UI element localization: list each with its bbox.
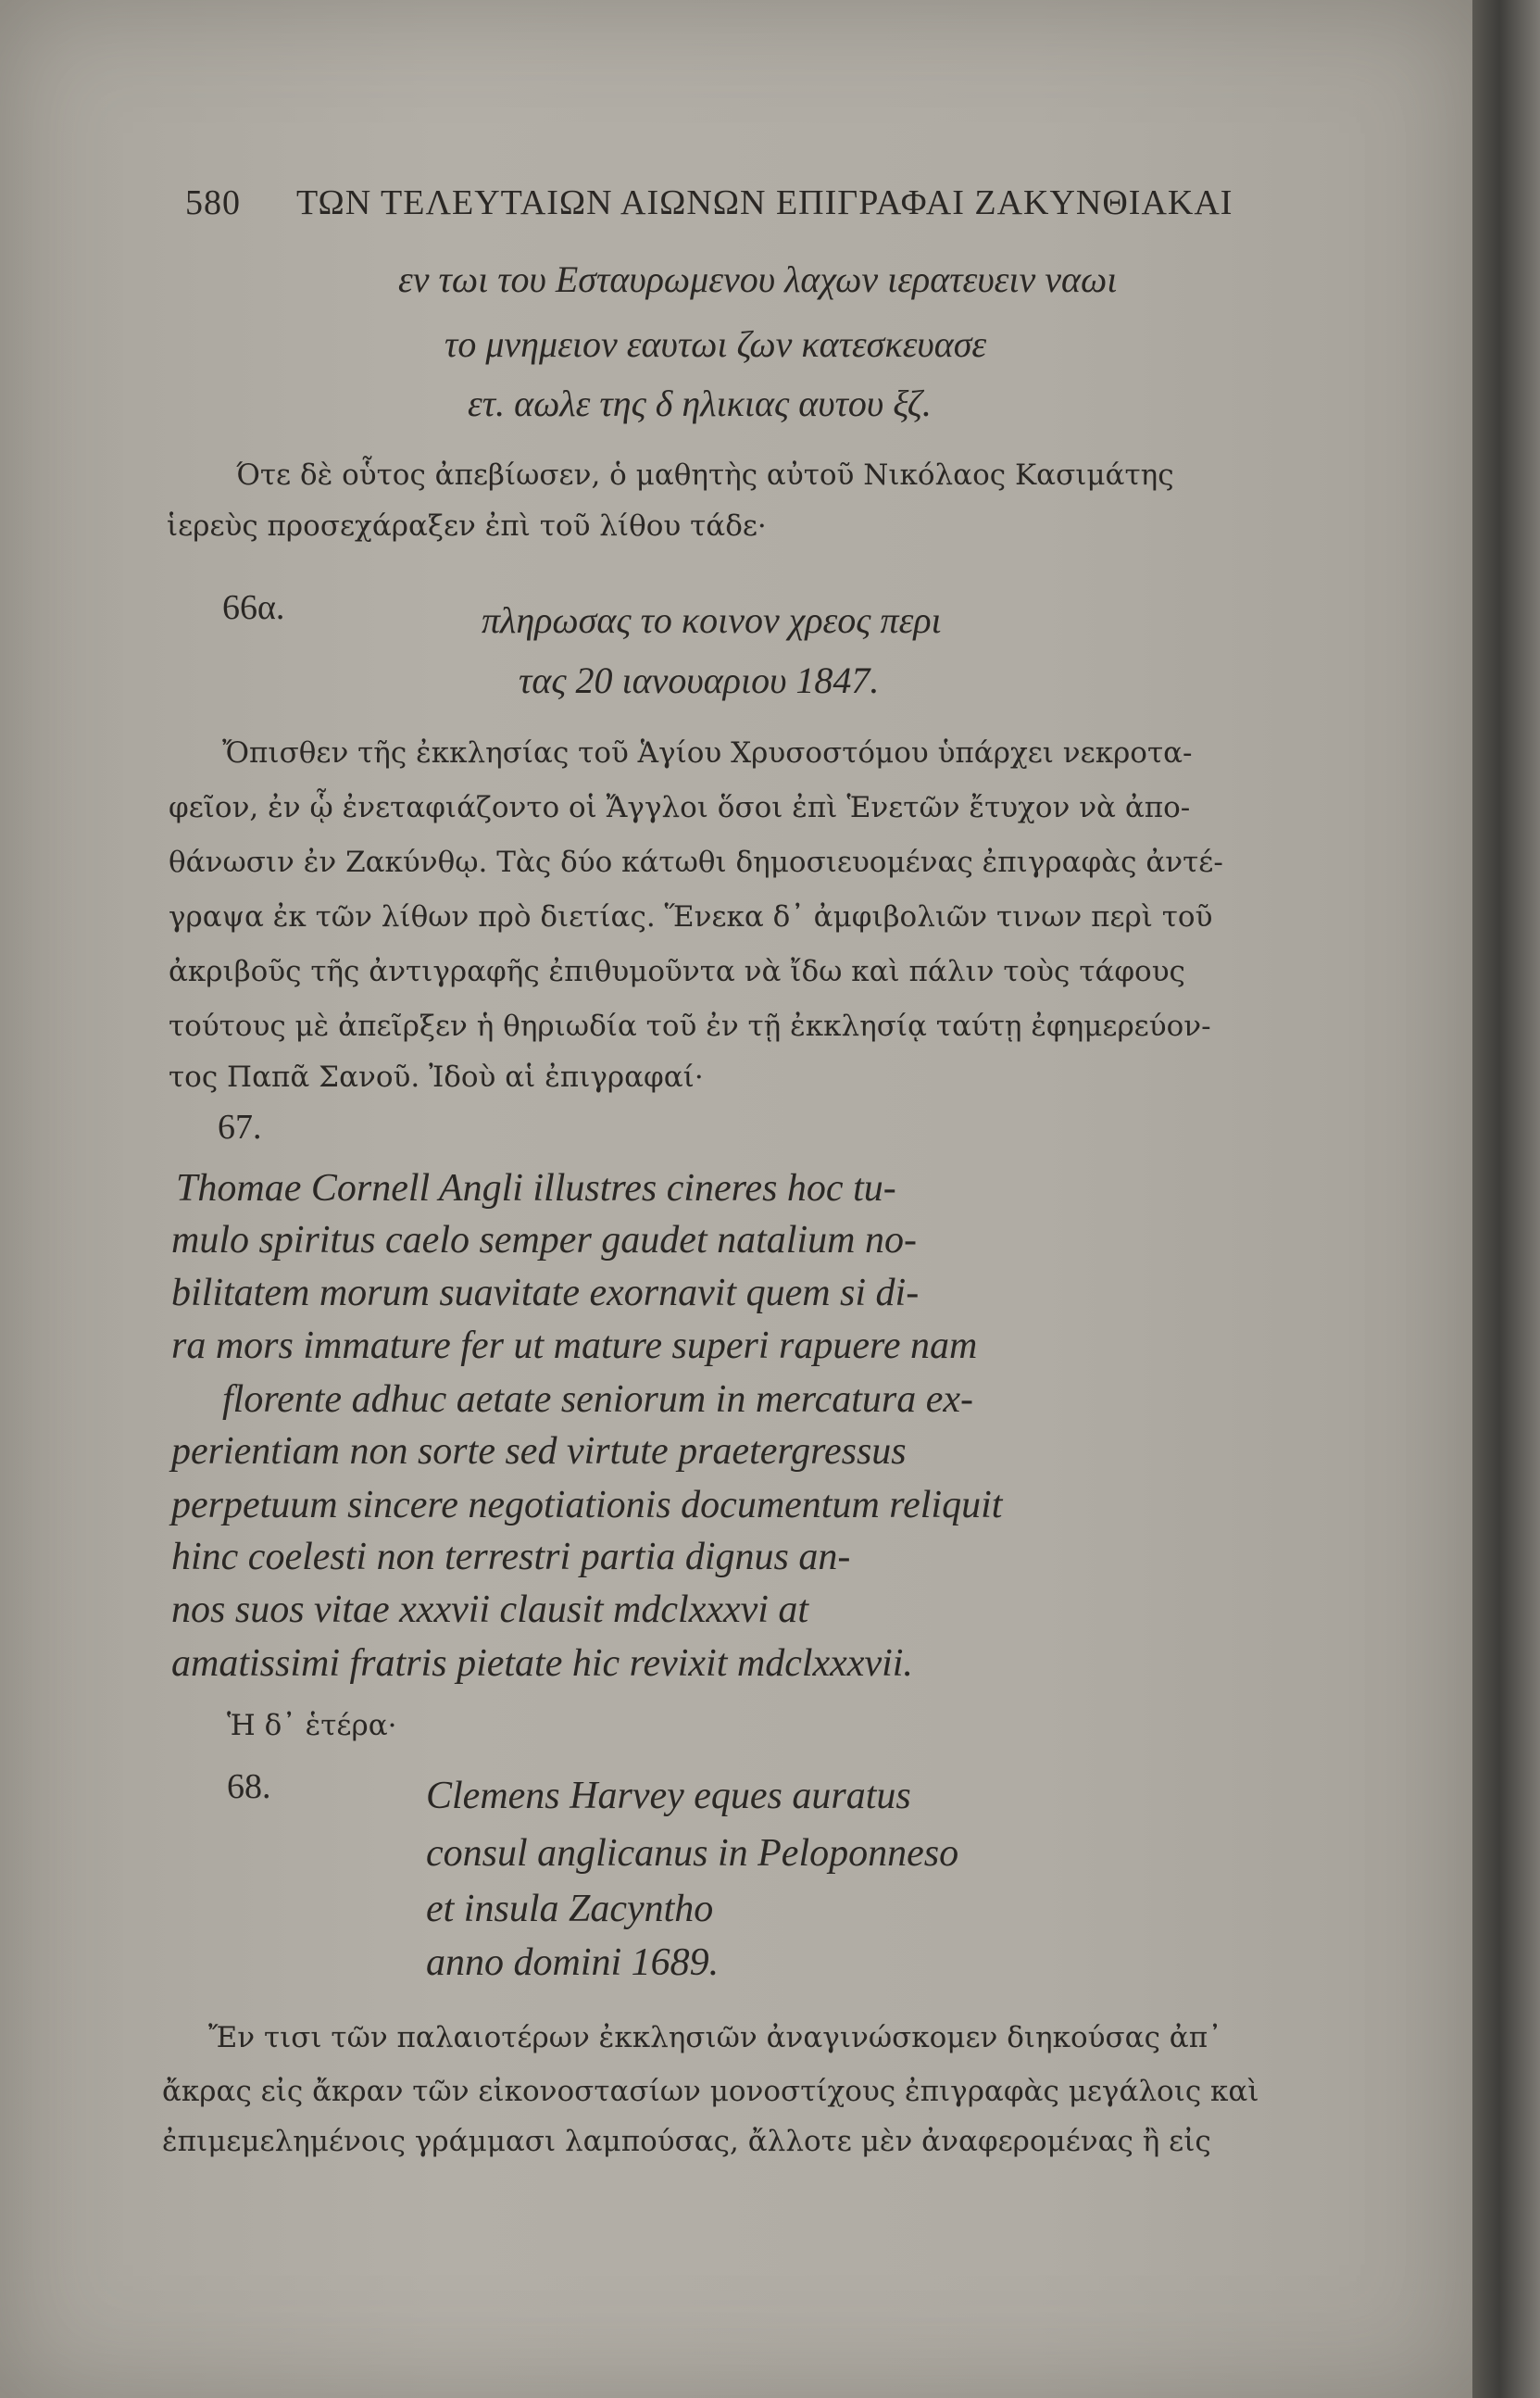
inscription-line: Thomae Cornell Angli illustres cineres hoc tu- (176, 1167, 896, 1210)
inscription-line: ετ. αωλε της δ ηλικιας αυτου ξζ. (468, 383, 932, 424)
inscription-line: ra mors immature fer ut mature superi rapuere nam (171, 1325, 978, 1367)
paragraph-line: γραψα ἐκ τῶν λίθων πρὸ διετίας. Ἕνεκα δ᾽ ἀμφιβολιῶν τινων περὶ τοῦ (169, 900, 1213, 934)
inscription-line: εν τωι του Εσταυρωμενου λαχων ιερατευειν ναωι (398, 258, 1118, 300)
paragraph-line: Ὄπισθεν τῆς ἐκκλησίας τοῦ Ἁγίου Χρυσοστόμου ὑπάρχει νεκροτα- (222, 736, 1193, 770)
inscription-line: consul anglicanus in Peloponneso (426, 1832, 959, 1875)
paragraph-line: ἱερεὺς προσεχάραξεν ἐπὶ τοῦ λίθου τάδε· (167, 509, 767, 543)
inscription-line: nos suos vitae xxxvii clausit mdclxxxvi at (171, 1588, 809, 1631)
paragraph-line: Ἔν τισι τῶν παλαιοτέρων ἐκκλησιῶν ἀναγινώσκομεν διηκούσας ἀπ᾽ (208, 2021, 1222, 2054)
inscription-line: amatissimi fratris pietate hic revixit mdclxxxvii. (171, 1642, 913, 1685)
other-label: Ἡ δ᾽ ἑτέρα· (227, 1709, 397, 1742)
inscription-line: bilitatem morum suavitate exornavit quem si di- (171, 1272, 920, 1314)
paragraph-line: ἄκρας εἰς ἄκραν τῶν εἰκονοστασίων μονοστίχους ἐπιγραφὰς μεγάλοις καὶ (162, 2075, 1259, 2108)
inscription-line: τας 20 ιανουαριου 1847. (519, 659, 880, 701)
inscription-line: mulo spiritus caelo semper gaudet natalium no- (171, 1219, 917, 1262)
inscription-number: 66α. (222, 588, 285, 627)
paragraph-line: θάνωσιν ἐν Ζακύνθῳ. Τὰς δύο κάτωθι δημοσιευομένας ἐπιγραφὰς ἀντέ- (169, 846, 1223, 879)
inscription-line: το μνημειον εαυτωι ζων κατεσκευασε (444, 323, 987, 365)
paragraph-line: φεῖον, ἐν ᾧ ἐνεταφιάζοντο οἱ Ἄγγλοι ὅσοι ἐπὶ Ἑνετῶν ἔτυχον νὰ ἀπο- (169, 791, 1191, 824)
inscription-line: florente adhuc aetate seniorum in mercatura ex- (222, 1378, 974, 1421)
inscription-line: et insula Zacyntho (426, 1888, 714, 1930)
page-edge-shadow (1472, 0, 1540, 2398)
page-number: 580 (185, 183, 241, 222)
inscription-number: 67. (218, 1108, 262, 1147)
inscription-line: πληρωσας το κοινον χρεος περι (482, 599, 942, 641)
inscription-line: perpetuum sincere negotiationis documentum reliquit (171, 1484, 1003, 1526)
inscription-line: Clemens Harvey eques auratus (426, 1775, 911, 1817)
paragraph-line: τούτους μὲ ἀπεῖρξεν ἡ θηριωδία τοῦ ἐν τῇ ἐκκλησίᾳ ταύτῃ ἐφημερεύον- (169, 1010, 1211, 1043)
running-title: ΤΩΝ ΤΕΛΕΥΤΑΙΩΝ ΑΙΩΝΩΝ ΕΠΙΓΡΑΦΑΙ ΖΑΚΥΝΘΙΑΚΑΙ (296, 183, 1233, 222)
inscription-number: 68. (227, 1767, 271, 1806)
paragraph-line: ἀκριβοῦς τῆς ἀντιγραφῆς ἐπιθυμοῦντα νὰ ἴδω καὶ πάλιν τοὺς τάφους (169, 955, 1185, 988)
paragraph-line: τος Παπᾶ Σανοῦ. Ἰδοὺ αἱ ἐπιγραφαί· (169, 1061, 704, 1094)
inscription-line: anno domini 1689. (426, 1941, 720, 1984)
inscription-line: perientiam non sorte sed virtute praetergressus (171, 1430, 907, 1473)
paragraph-line: Ότε δὲ οὗτος ἀπεβίωσεν, ὁ μαθητὴς αὐτοῦ Νικόλαος Κασιμάτης (236, 458, 1174, 492)
paragraph-line: ἐπιμεμελημένοις γράμμασι λαμπούσας, ἄλλοτε μὲν ἀναφερομένας ἢ εἰς (162, 2125, 1211, 2158)
inscription-line: hinc coelesti non terrestri partia dignus an- (171, 1536, 851, 1578)
